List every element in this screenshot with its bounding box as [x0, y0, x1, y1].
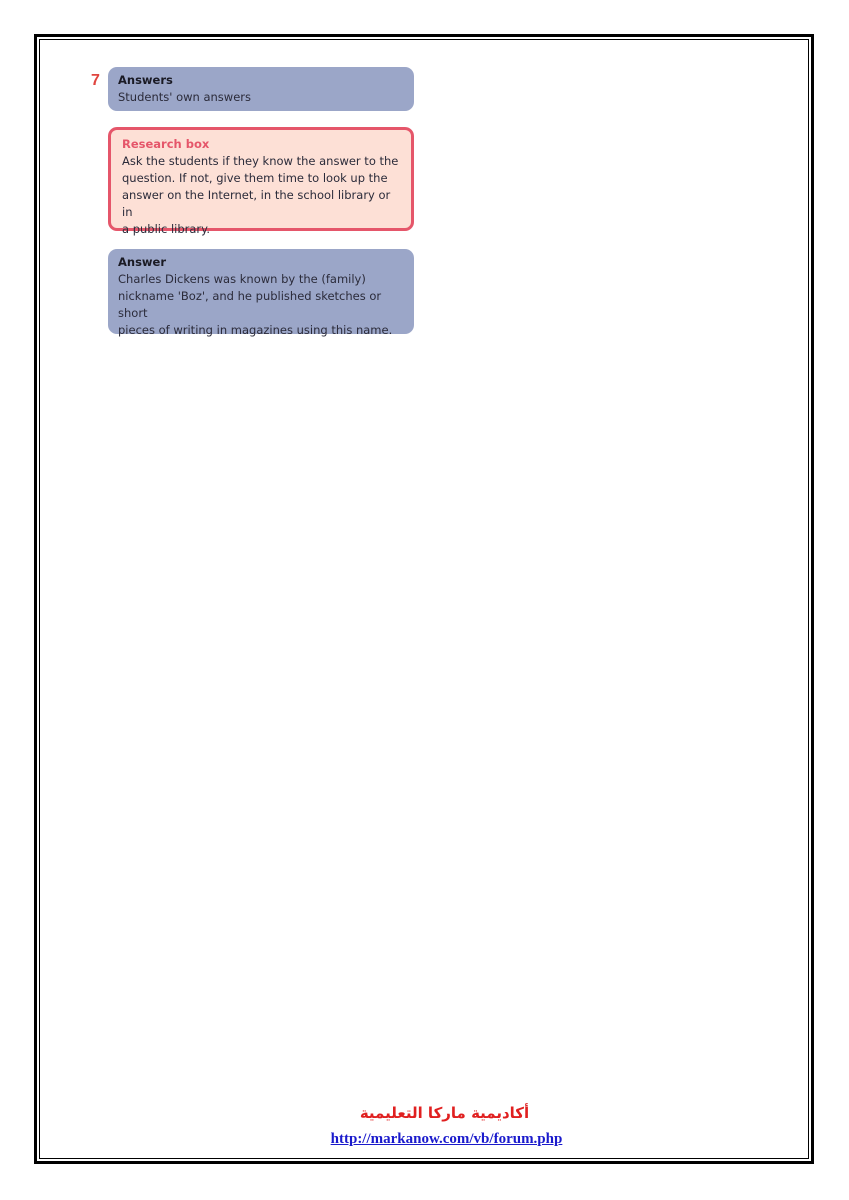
research-title: Research box: [122, 137, 210, 151]
footer-link[interactable]: http://markanow.com/vb/forum.php: [330, 1131, 563, 1147]
answer-box: [108, 249, 414, 337]
answers-title: Answers: [118, 73, 173, 87]
footer-arabic-title: أكاديمية ماركا التعليمية: [359, 1104, 530, 1122]
answer-title: Answer: [118, 255, 167, 269]
item-number: 7: [91, 72, 100, 89]
research-body: Ask the students if they know the answer to the question. If not, give them time to look up the answer on the Internet, in the school library or in a public library.: [122, 154, 399, 236]
answer-body: Charles Dickens was known by the (family) nickname 'Boz', and he published sketches or short pieces of writing in magazines using this name.: [118, 272, 393, 337]
research-box: [108, 127, 414, 236]
answers-body: Students' own answers: [118, 90, 251, 104]
answers-box: [108, 67, 414, 111]
